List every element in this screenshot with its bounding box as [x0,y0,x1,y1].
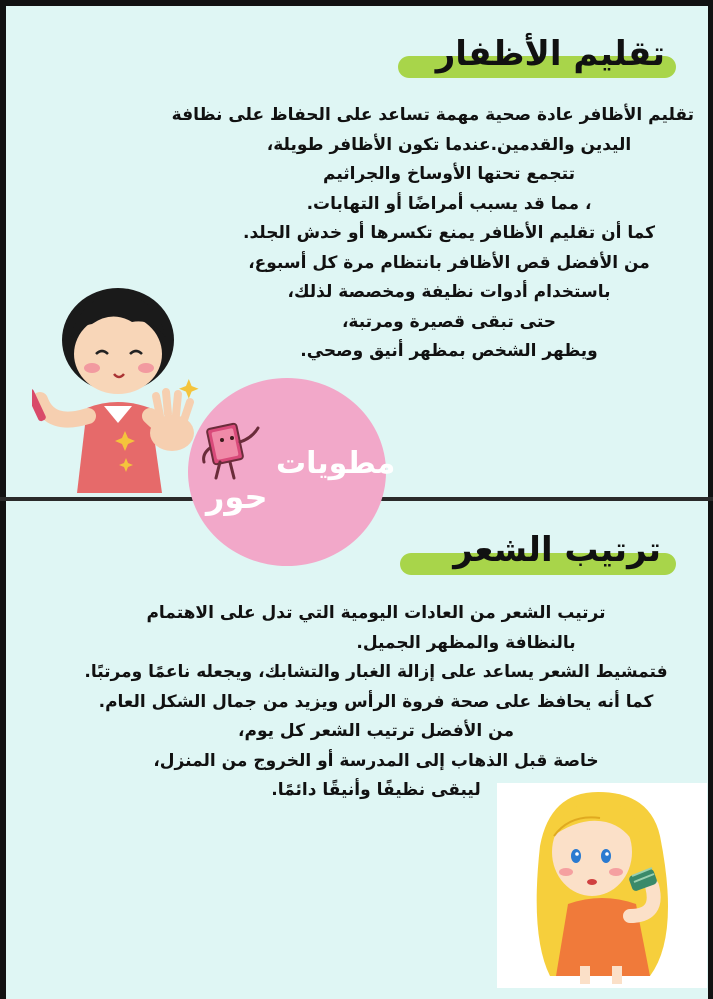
section1-body [171,101,694,367]
section1-line: حتى تبقى قصيرة ومرتبة، [341,311,557,332]
section2-line: ليبقى نظيفًا وأنيقًا دائمًا. [271,780,481,800]
section2-line: خاصة قبل الذهاب إلى المدرسة أو الخروج من المنزل، [153,750,599,771]
section1-line: كما أن تقليم الأظافر يمنع تكسرها أو خدش الجلد. [242,223,656,243]
section1-line: اليدين والقدمين.عندما تكون الأظافر طويلة، [266,134,632,155]
logo-text-line2: حور [206,478,268,516]
girl-brushing-hair-illustration [510,786,700,986]
section1-line: تتجمع تحتها الأوساخ والجراثيم [322,164,575,184]
section1-line: تقليم الأظافر عادة صحية مهمة تساعد على الحفاظ على نظافة [171,105,694,125]
section2-line: من الأفضل ترتيب الشعر كل يوم، [238,721,514,741]
section2-body [56,599,696,806]
section2-title: ترتيب الشعر [453,530,661,570]
section2-line: بالنظافة والمظهر الجميل. [356,632,576,653]
section1-title: تقليم الأظفار [435,34,665,74]
section2-line: فتمشيط الشعر يساعد على إزالة الغبار والتشابك، ويجعله ناعمًا ومرتبًا. [84,662,668,682]
section2-line: ترتيب الشعر من العادات اليومية التي تدل على الاهتمام [146,603,606,623]
section1-line: ، مما قد يسبب أمراضًا أو التهابات. [306,193,592,214]
logo-text-line1: مطويات [276,446,396,481]
top-border [0,0,713,6]
section1-line: باستخدام أدوات نظيفة ومخصصة لذلك، [287,282,611,302]
section2-line: كما أنه يحافظ على صحة فروة الرأس ويزيد من جمال الشكل العام. [98,691,654,712]
girl-nail-file-illustration [32,288,202,493]
section1-line: ويظهر الشخص بمظهر أنيق وصحي. [300,341,598,361]
section1-line: من الأفضل قص الأظافر بانتظام مرة كل أسبوع، [248,252,650,273]
